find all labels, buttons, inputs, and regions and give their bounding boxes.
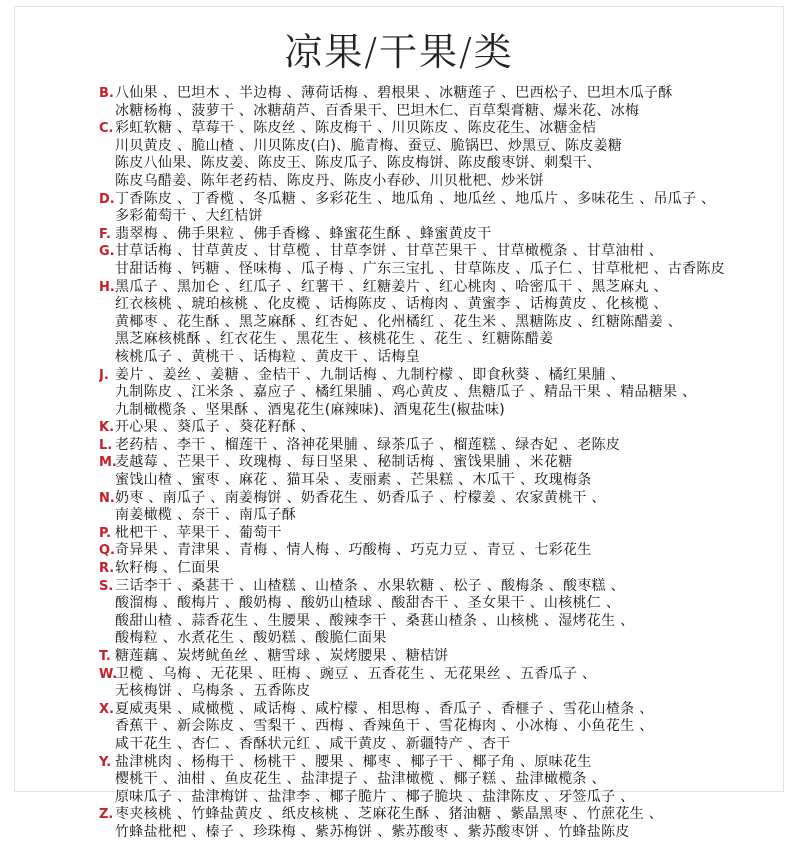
page-title: 凉果/干果/类 [284, 30, 514, 74]
item-line: 原味瓜子 、盐津梅饼 、盐津李 、椰子脆片 、椰子脆块 、盐津陈皮 、牙签瓜子 、 [115, 788, 635, 805]
section-letter: C. [99, 121, 114, 137]
list-row [99, 437, 799, 455]
section-m [99, 454, 799, 489]
section-letter: S. [99, 578, 114, 594]
list-row [99, 85, 799, 103]
section-k [99, 419, 799, 437]
section-letter: F. [99, 226, 111, 242]
item-line: 甘甜话梅 、钙糖 、怪味梅 、瓜子梅 、广东三宝扎 、甘草陈皮 、瓜子仁 、甘草枇杷 、古香陈皮 [115, 260, 725, 277]
item-line: 开心果 、葵瓜子 、葵花籽酥 、 [115, 419, 316, 436]
section-letter: L. [99, 437, 113, 453]
section-letter: R. [99, 561, 115, 577]
list-row [99, 120, 799, 138]
list-row [99, 367, 799, 385]
list-row [99, 191, 799, 209]
section-s [99, 578, 799, 648]
list-row [99, 507, 799, 525]
list-row [99, 155, 799, 173]
section-x [99, 701, 799, 754]
item-line: 陈皮八仙果、陈皮姜、陈皮王、陈皮瓜子、陈皮梅饼、陈皮酸枣饼、刺梨干、 [115, 155, 602, 172]
item-line: 麦越莓 、芒果干 、玫瑰梅 、每日坚果 、秘制话梅 、蜜饯果脯 、米花糖 [115, 454, 573, 471]
item-line: 彩虹软糖 、草莓干 、陈皮丝 、陈皮梅干 、川贝陈皮 、陈皮花生、冰糖金桔 [115, 120, 597, 137]
section-letter: W. [99, 666, 118, 682]
list-row [99, 789, 799, 807]
list-row [99, 666, 799, 684]
item-line: 奶枣 、南瓜子 、南姜梅饼 、奶香花生 、奶香瓜子 、柠檬姜 、农家黄桃干 、 [115, 489, 606, 506]
menu-sheet [14, 6, 784, 840]
list-row [99, 683, 799, 701]
item-line: 冰糖杨梅 、菠萝干 、冰糖葫芦、百香果干、巴坦木仁、百草梨膏糖、爆米花、冰梅 [115, 102, 640, 119]
item-line: 樱桃干 、油柑 、鱼皮花生 、盐津提子 、盐津橄榄 、椰子糕 、盐津橄榄条 、 [115, 771, 606, 788]
section-t [99, 648, 799, 666]
item-line: 夏威夷果 、咸橄榄 、咸话梅 、咸柠檬 、相思梅 、香瓜子 、香榧子 、雪花山楂条 、 [115, 700, 654, 717]
section-letter: Y. [99, 754, 112, 770]
section-letter: T. [99, 649, 111, 664]
section-l [99, 437, 799, 455]
list-row [99, 208, 799, 226]
list-row [99, 103, 799, 121]
section-h [99, 279, 799, 367]
item-line: 枣夹核桃 、竹蜂盐黄皮 、纸皮核桃 、芝麻花生酥 、猪油糖 、紫晶黑枣 、竹蔗花生 、 [115, 806, 664, 823]
section-p [99, 525, 799, 543]
section-g [99, 243, 799, 278]
list-row [99, 806, 799, 824]
list-row [99, 472, 799, 490]
section-q [99, 542, 799, 560]
list-row [99, 349, 799, 367]
item-line: 枇杷干 、苹果干 、葡萄干 [115, 524, 282, 541]
list-row [99, 648, 799, 666]
list-row [99, 173, 799, 191]
item-line: 香蕉干 、新会陈皮 、雪梨干 、西梅 、香辣鱼干 、雪花梅肉 、小冰梅 、小鱼花生 、 [115, 718, 654, 735]
list-row [99, 402, 799, 420]
section-letter: J. [99, 367, 109, 383]
list-row [99, 331, 799, 349]
list-row [99, 138, 799, 156]
list-row [99, 454, 799, 472]
list-row [99, 613, 799, 631]
section-letter: Z. [99, 807, 114, 823]
item-line: 酸甜山楂 、蒜香花生 、生腰果 、酸辣李干 、桑葚山楂条 、山核桃 、湿烤花生 、 [115, 612, 635, 629]
item-line: 九制陈皮 、江米条 、嘉应子 、橘红果脯 、鸡心黄皮 、焦糖瓜子 、精品干果 、精品糖果 、 [115, 384, 697, 401]
section-letter: H. [99, 279, 115, 295]
item-line: 黑芝麻核桃酥 、红衣花生 、黑花生 、核桃花生 、花生 、红糖陈醋姜 [115, 331, 554, 348]
section-letter: B. [99, 86, 114, 101]
list-row [99, 701, 799, 719]
section-z [99, 806, 799, 841]
list-row [99, 525, 799, 543]
item-line: 南姜橄榄 、奈干 、南瓜子酥 [115, 507, 297, 524]
item-line: 姜片 、姜丝 、姜糖 、金桔干 、九制话梅 、九制柠檬 、即食秋葵 、橘红果脯 、 [115, 366, 625, 383]
list-row [99, 736, 799, 754]
section-b [99, 85, 799, 120]
item-line: 黑瓜子 、黑加仑 、红瓜子 、红薯干 、红糖姜片 、红心桃肉 、哈密瓜干 、黑芝麻丸 、 [115, 278, 668, 295]
item-line: 酸梅粒 、水煮花生 、酸奶糕 、酸脆仁面果 [115, 630, 387, 647]
item-line: 黄椰枣 、花生酥 、黑芝麻酥 、红杏妃 、化州橘红 、花生米 、黑糖陈皮 、红糖陈醋姜 、 [115, 313, 683, 330]
section-j [99, 367, 799, 420]
list-row [99, 560, 799, 578]
item-line: 竹蜂盐枇杷 、榛子 、珍珠梅 、紫苏梅饼 、紫苏酸枣 、紫苏酸枣饼 、竹蜂盐陈皮 [115, 823, 630, 840]
item-line: 奇异果 、青津果 、青梅 、情人梅 、巧酸梅 、巧克力豆 、青豆 、七彩花生 [115, 542, 592, 559]
item-line: 九制橄榄条 、坚果酥 、酒鬼花生(麻辣味)、酒鬼花生(椒盐味) [115, 401, 506, 418]
list-row [99, 261, 799, 279]
list-row [99, 419, 799, 437]
list-row [99, 243, 799, 261]
section-y [99, 754, 799, 807]
section-c [99, 120, 799, 190]
section-letter: P. [99, 525, 112, 541]
item-line: 咸干花生 、杏仁 、香酥状元红 、咸干黄皮 、新疆特产 、杏干 [115, 735, 511, 752]
section-n [99, 490, 799, 525]
section-r [99, 560, 799, 578]
item-line: 陈皮乌醋姜、陈年老药桔、陈皮丹、陈皮小春砂、川贝枇杷、炒米饼 [115, 172, 544, 189]
item-line: 川贝黄皮 、脆山楂 、川贝陈皮(白)、脆青梅、蚕豆、脆锅巴、炒黑豆、陈皮姜糖 [115, 137, 623, 154]
list-row [99, 226, 799, 244]
item-line: 软籽梅 、仁面果 [115, 560, 220, 577]
list-row [99, 718, 799, 736]
product-list [99, 85, 799, 842]
item-line: 酸溜梅 、酸梅片 、酸奶梅 、酸奶山楂球 、酸甜杏干 、圣女果干 、山核桃仁 、 [115, 595, 621, 612]
list-row [99, 754, 799, 772]
item-line: 无核梅饼 、乌梅条 、五香陈皮 [115, 683, 311, 700]
section-d [99, 191, 799, 226]
item-line: 八仙果 、巴坦木 、半边梅 、薄荷话梅 、碧根果 、冰糖莲子 、巴西松子、巴坦木瓜子酥 [115, 85, 673, 101]
list-row [99, 630, 799, 648]
item-line: 甘草话梅 、甘草黄皮 、甘草榄 、甘草李饼 、甘草芒果干 、甘草橄榄条 、甘草油柑 、 [115, 243, 664, 260]
section-f [99, 226, 799, 244]
list-row [99, 314, 799, 332]
item-line: 三话李干 、桑葚干 、山楂糕 、山楂条 、水果软糖 、松子 、酸梅条 、酸枣糕 、 [115, 577, 625, 594]
list-row [99, 578, 799, 596]
item-line: 卫榄 、乌梅 、无花果 、旺梅 、豌豆 、五香花生 、无花果丝 、五香瓜子 、 [115, 665, 597, 682]
section-letter: D. [99, 191, 115, 207]
section-letter: G. [99, 244, 115, 260]
item-line: 翡翠梅 、佛手果粒 、佛手香橼 、蜂蜜花生酥 、蜂蜜黄皮干 [115, 225, 492, 242]
section-letter: Q. [99, 543, 115, 559]
list-row [99, 771, 799, 789]
item-line: 糖莲藕 、炭烤鱿鱼丝 、糖雪球 、炭烤腰果 、糖桔饼 [115, 648, 449, 664]
list-row [99, 279, 799, 297]
item-line: 红衣核桃 、琥珀核桃 、化皮榄 、话梅陈皮 、话梅肉 、黄蜜李 、话梅黄皮 、化核榄 、 [115, 296, 668, 313]
item-line: 多彩葡萄干 、大红桔饼 [115, 208, 263, 225]
section-letter: M. [99, 455, 117, 471]
list-row [99, 595, 799, 613]
section-w [99, 666, 799, 701]
item-line: 盐津桃肉 、杨梅干 、杨桃干 、腰果 、椰枣 、椰子干 、椰子角 、原味花生 [115, 753, 592, 770]
item-line: 老药桔 、李干 、榴莲干 、洛神花果脯 、绿茶瓜子 、榴莲糕 、绿杏妃 、老陈皮 [115, 436, 621, 453]
item-line: 丁香陈皮 、丁香榄 、冬瓜糖 、多彩花生 、地瓜角 、地瓜丝 、地瓜片 、多味花生 、吊瓜子 、 [115, 190, 716, 207]
list-row [99, 542, 799, 560]
list-row [99, 384, 799, 402]
list-row [99, 490, 799, 508]
item-line: 核桃瓜子 、黄桃干 、话梅粒 、黄皮干 、话梅皇 [115, 348, 420, 365]
section-letter: X. [99, 701, 114, 717]
item-line: 蜜饯山楂 、蜜枣 、麻花 、猫耳朵 、麦丽素 、芒果糕 、木瓜干 、玫瑰梅条 [115, 472, 592, 489]
section-letter: K. [99, 420, 115, 436]
section-letter: N. [99, 490, 115, 506]
list-row [99, 296, 799, 314]
list-row [99, 824, 799, 842]
